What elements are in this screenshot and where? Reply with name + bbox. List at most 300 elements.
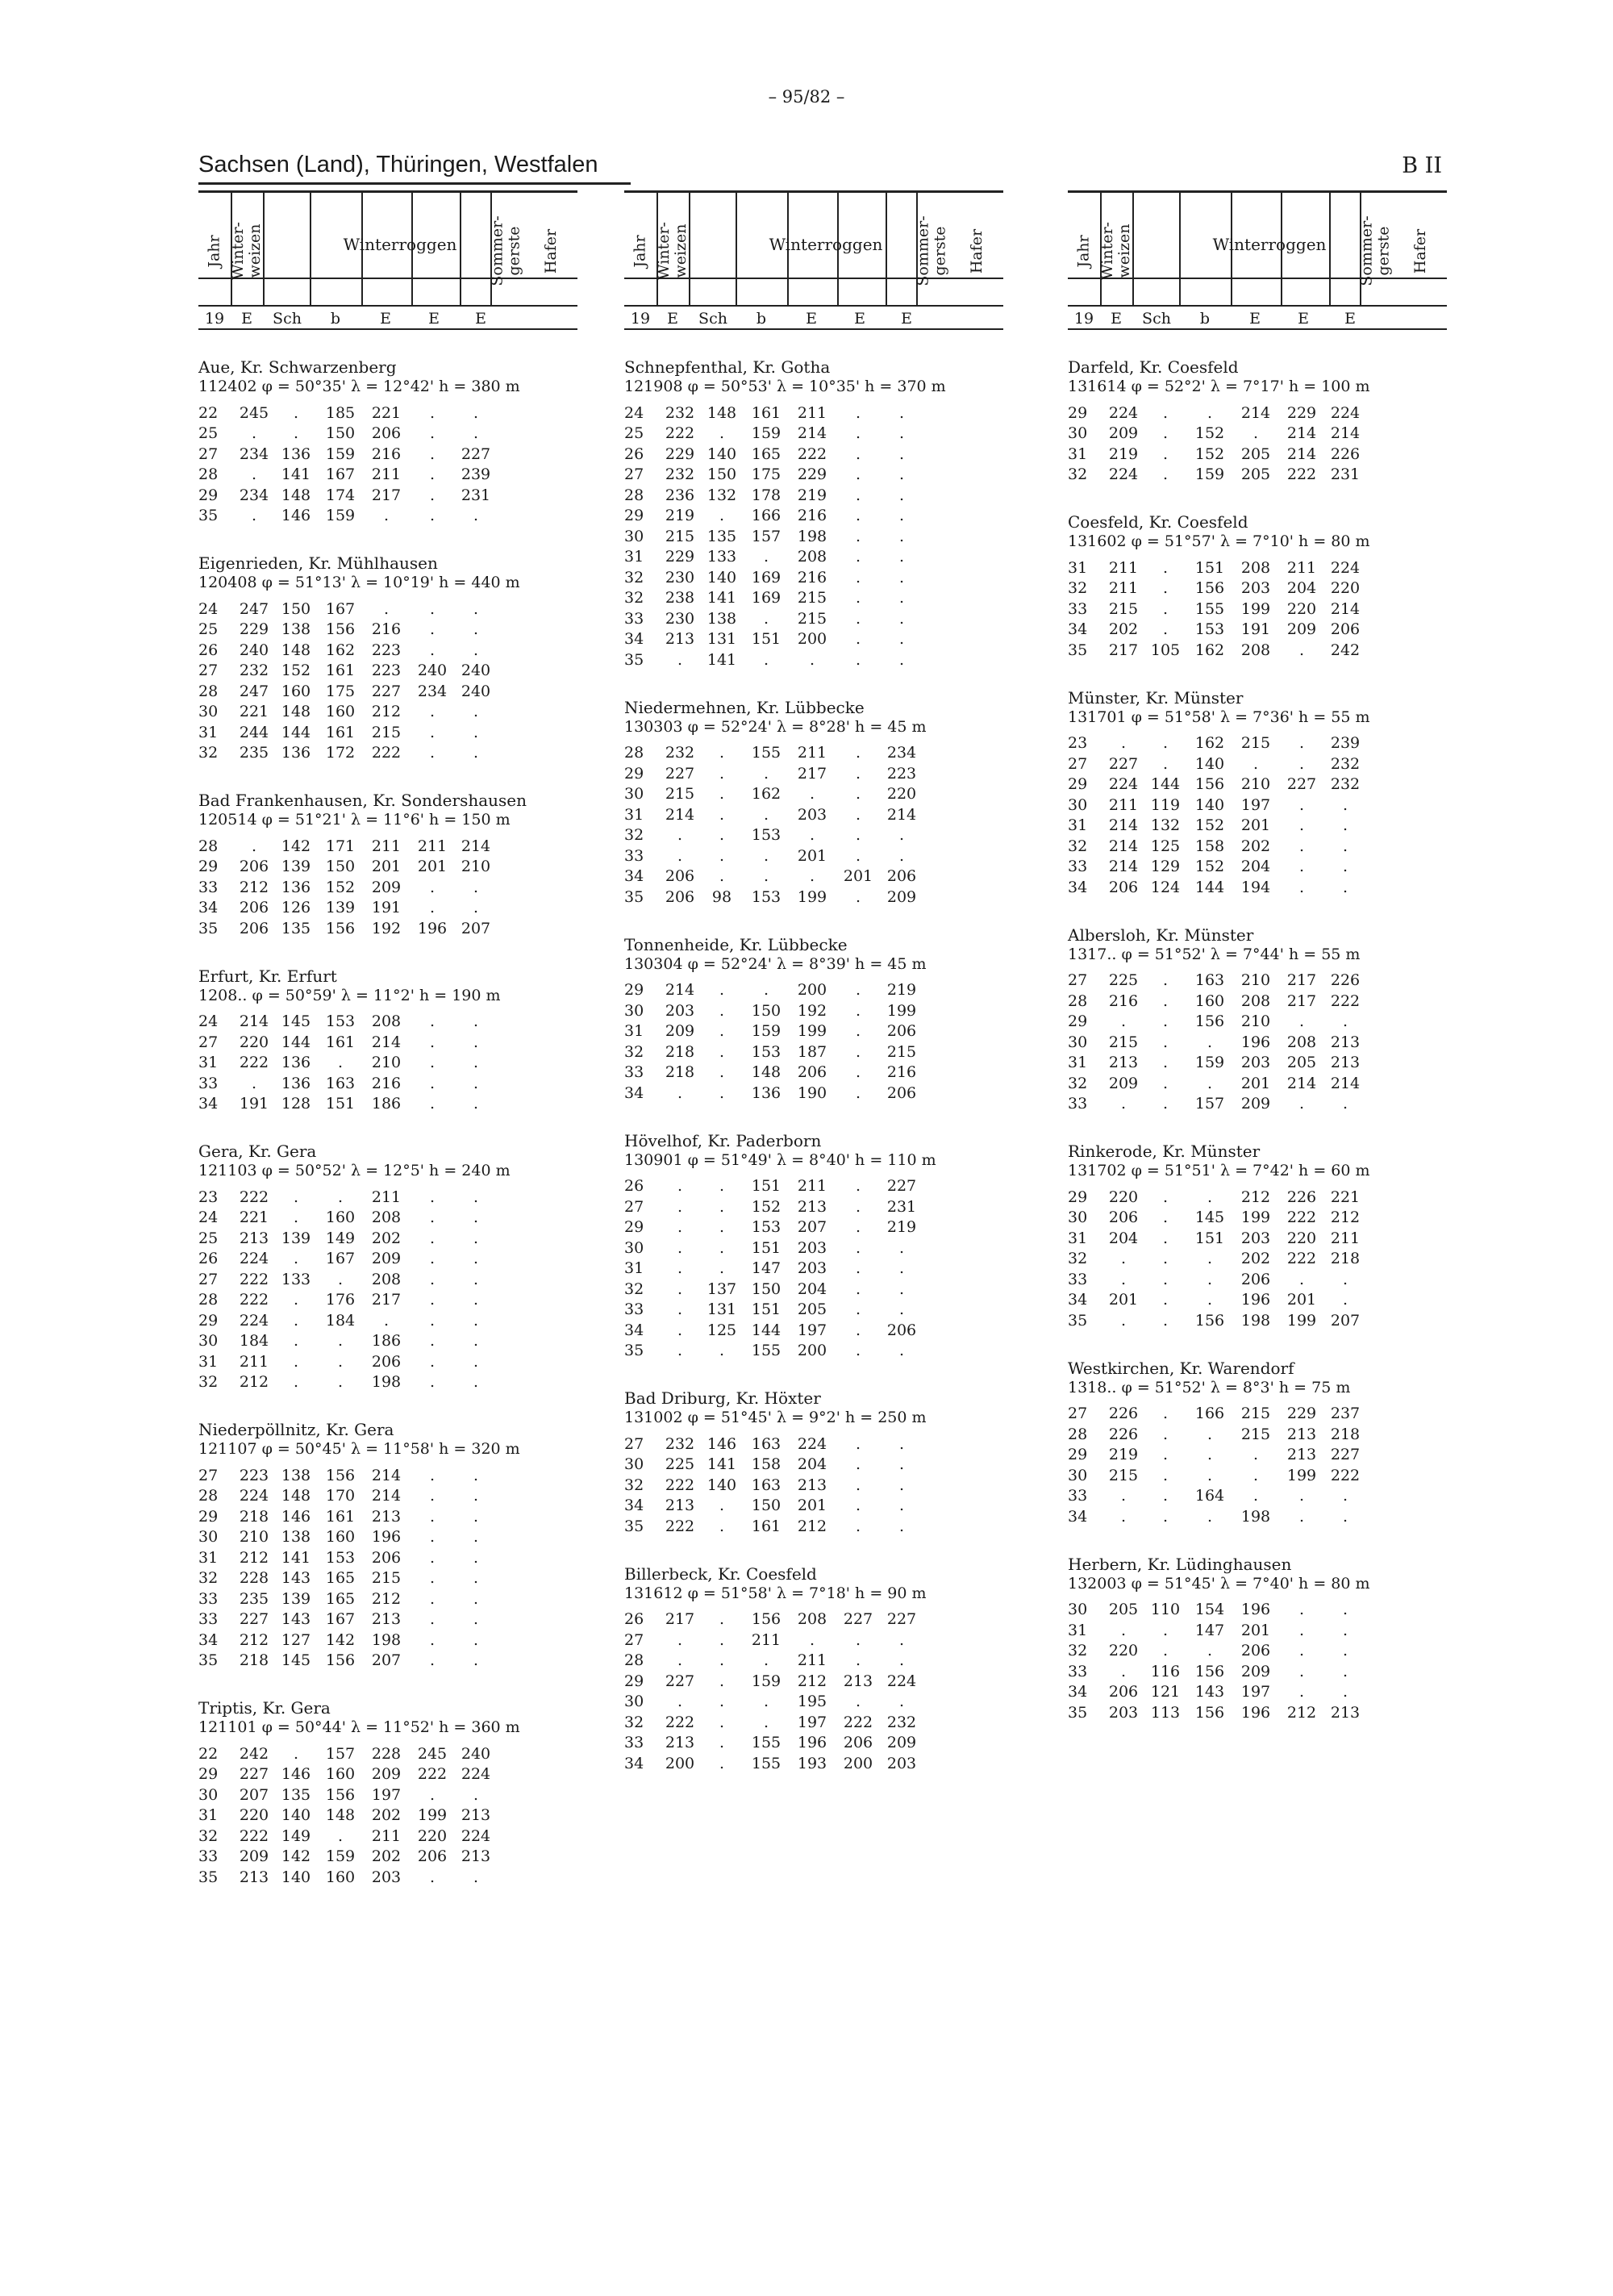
table-cell: . — [763, 846, 769, 865]
table-cell: 216 — [1108, 991, 1139, 1010]
table-cell: 24 — [624, 403, 644, 422]
table-row — [624, 1259, 923, 1279]
table-cell: . — [429, 1630, 436, 1649]
table-cell: . — [719, 1754, 725, 1772]
table-cell: . — [1342, 816, 1348, 835]
station-yield-table — [624, 980, 923, 1104]
table-cell: . — [855, 1022, 861, 1041]
table-cell: 163 — [751, 1476, 781, 1494]
table-cell: . — [429, 1528, 436, 1547]
table-cell: . — [473, 1610, 479, 1629]
table-cell: . — [251, 837, 257, 855]
table-cell: 146 — [281, 1765, 311, 1784]
table-cell: . — [855, 1651, 861, 1670]
table-cell: . — [1120, 1487, 1127, 1505]
table-row — [624, 1609, 923, 1630]
table-row — [624, 608, 923, 629]
table-cell: . — [677, 1218, 683, 1237]
table-cell: . — [677, 1279, 683, 1298]
table-row — [624, 1320, 923, 1341]
table-row — [624, 588, 923, 609]
table-cell: . — [898, 630, 905, 649]
table-cell: . — [1342, 858, 1348, 876]
table-cell: 158 — [1194, 837, 1225, 855]
table-cell: . — [677, 1259, 683, 1278]
table-cell: 26 — [198, 641, 219, 659]
table-cell: 212 — [371, 703, 402, 721]
table-cell: 206 — [371, 424, 402, 443]
table-cell: . — [1162, 1033, 1169, 1051]
table-cell: 174 — [325, 486, 356, 504]
table-row — [1068, 857, 1366, 878]
table-cell: . — [855, 846, 861, 865]
table-row — [198, 1764, 497, 1785]
table-cell: . — [1162, 620, 1169, 639]
table-cell: 205 — [1108, 1601, 1139, 1619]
table-cell: . — [1252, 1466, 1259, 1484]
table-cell: 234 — [417, 682, 448, 700]
table-row — [198, 1228, 497, 1249]
table-cell: . — [1207, 1466, 1213, 1484]
table-cell: 32 — [624, 589, 644, 607]
header-unit: E — [1298, 310, 1309, 328]
table-cell: 129 — [1150, 858, 1181, 876]
table-cell: 216 — [371, 1074, 402, 1092]
table-cell: . — [473, 507, 479, 525]
station-block — [624, 698, 1003, 908]
header-unit: E — [241, 310, 252, 328]
station-name: Coesfeld, Kr. Coesfeld — [1068, 512, 1248, 532]
table-cell: . — [1207, 1033, 1213, 1051]
table-row — [1068, 599, 1366, 620]
table-row — [198, 1609, 497, 1630]
table-cell: . — [473, 723, 479, 741]
table-cell: 28 — [198, 837, 219, 855]
table-header — [198, 190, 577, 330]
table-cell: 213 — [371, 1507, 402, 1526]
table-cell: . — [473, 878, 479, 896]
table-cell: 247 — [239, 682, 269, 700]
header-rule — [1068, 305, 1447, 307]
table-cell: 213 — [665, 630, 695, 649]
table-cell: 214 — [1108, 858, 1139, 876]
table-cell: . — [251, 424, 257, 443]
table-cell: 199 — [417, 1806, 448, 1825]
table-cell: 162 — [751, 785, 781, 804]
table-cell: 206 — [797, 1063, 827, 1082]
table-cell: . — [429, 403, 436, 422]
table-row — [624, 1475, 923, 1496]
table-cell: 132 — [706, 486, 737, 504]
table-cell: 199 — [886, 1001, 917, 1020]
table-cell: 222 — [665, 1476, 695, 1494]
table-cell: 224 — [239, 1250, 269, 1268]
table-cell: 157 — [751, 527, 781, 545]
table-cell: 215 — [797, 609, 827, 628]
table-cell: . — [855, 785, 861, 804]
table-cell: 199 — [797, 887, 827, 906]
table-cell: . — [473, 899, 479, 917]
table-cell: 30 — [198, 1332, 219, 1350]
table-cell: 165 — [325, 1589, 356, 1608]
header-winterweizen-text: Winter- weizen — [655, 222, 690, 280]
table-cell: 204 — [1286, 579, 1317, 598]
table-cell: 222 — [239, 1054, 269, 1072]
table-row — [624, 444, 923, 465]
table-cell: 135 — [281, 1785, 311, 1804]
table-cell: . — [719, 1630, 725, 1649]
table-cell: 219 — [886, 981, 917, 1000]
table-cell: 210 — [1240, 971, 1271, 990]
table-cell: 30 — [624, 1238, 644, 1257]
table-cell: 162 — [325, 641, 356, 659]
table-cell: 212 — [1240, 1188, 1271, 1206]
header-jahr — [624, 202, 656, 299]
table-cell: 222 — [1286, 1250, 1317, 1268]
table-cell: . — [855, 568, 861, 587]
header-jahr-text: Jahr — [205, 234, 223, 268]
table-cell: 214 — [797, 424, 827, 443]
table-cell: . — [1162, 754, 1169, 773]
table-cell: 205 — [797, 1300, 827, 1319]
table-cell: 207 — [461, 919, 491, 937]
table-cell: 30 — [1068, 795, 1088, 814]
table-cell: 220 — [417, 1826, 448, 1845]
station-coordinates: 130901 φ = 51°49' λ = 8°40' h = 110 m — [624, 1150, 936, 1169]
table-cell: . — [898, 826, 905, 845]
table-row — [1068, 640, 1366, 661]
table-cell: 22 — [198, 403, 219, 422]
table-cell: 209 — [1240, 1662, 1271, 1680]
table-cell: . — [473, 1188, 479, 1206]
table-row — [1068, 1404, 1366, 1425]
table-cell: . — [719, 744, 725, 762]
table-cell: 216 — [797, 507, 827, 525]
table-cell: 151 — [1194, 1229, 1225, 1247]
table-cell: 143 — [1194, 1683, 1225, 1701]
table-cell: 140 — [281, 1868, 311, 1886]
table-cell: . — [473, 1250, 479, 1268]
table-cell: . — [898, 1497, 905, 1515]
table-cell: 197 — [797, 1713, 827, 1731]
table-cell: 211 — [797, 1177, 827, 1196]
table-cell: . — [1120, 1012, 1127, 1031]
table-cell: 214 — [1330, 1074, 1361, 1092]
table-cell: 156 — [1194, 1012, 1225, 1031]
table-row — [1068, 1094, 1366, 1115]
table-cell: 166 — [751, 507, 781, 525]
table-cell: 218 — [239, 1507, 269, 1526]
table-cell: . — [473, 1033, 479, 1051]
station-name: Triptis, Kr. Gera — [198, 1698, 331, 1718]
table-cell: 184 — [239, 1332, 269, 1350]
table-cell: 227 — [843, 1610, 873, 1629]
table-cell: . — [1298, 1507, 1305, 1526]
table-cell: 29 — [624, 764, 644, 783]
header-unit: Sch — [698, 310, 727, 328]
table-cell: 151 — [751, 630, 781, 649]
table-row — [198, 485, 497, 506]
table-cell: 239 — [461, 465, 491, 484]
table-cell: 209 — [371, 1765, 402, 1784]
table-cell: . — [1342, 1662, 1348, 1680]
table-cell: . — [1120, 1095, 1127, 1113]
station-coordinates: 131701 φ = 51°58' λ = 7°36' h = 55 m — [1068, 708, 1370, 726]
table-cell: . — [1162, 465, 1169, 484]
station-name: Gera, Kr. Gera — [198, 1142, 317, 1161]
table-cell: . — [293, 1209, 299, 1227]
table-cell: . — [898, 609, 905, 628]
table-cell: 240 — [461, 1744, 491, 1763]
table-cell: 152 — [1194, 424, 1225, 443]
table-cell: 105 — [1150, 641, 1181, 659]
station-block — [198, 791, 577, 939]
table-cell: . — [1207, 1507, 1213, 1526]
table-cell: 214 — [1240, 403, 1271, 422]
table-cell: 27 — [198, 662, 219, 680]
station-name: Aue, Kr. Schwarzenberg — [198, 357, 397, 377]
table-cell: 32 — [1068, 1074, 1088, 1092]
table-cell: 228 — [371, 1744, 402, 1763]
table-cell: 231 — [1330, 465, 1361, 484]
table-cell: . — [429, 1785, 436, 1804]
station-coordinates: 121101 φ = 50°44' λ = 11°52' h = 360 m — [198, 1718, 520, 1736]
table-cell: 212 — [239, 1548, 269, 1567]
table-cell: 31 — [198, 1806, 219, 1825]
table-row — [198, 506, 497, 527]
table-cell: 216 — [371, 620, 402, 639]
table-cell: 27 — [1068, 754, 1088, 773]
table-cell: 157 — [1194, 1095, 1225, 1113]
table-cell: 147 — [751, 1259, 781, 1278]
table-cell: 209 — [371, 1250, 402, 1268]
table-cell: . — [429, 1188, 436, 1206]
table-cell: 156 — [1194, 1662, 1225, 1680]
table-cell: 33 — [198, 1074, 219, 1092]
table-cell: . — [763, 1651, 769, 1670]
table-cell: . — [473, 1270, 479, 1288]
table-cell: 31 — [624, 805, 644, 824]
table-cell: 35 — [198, 1651, 219, 1670]
table-cell: 224 — [1108, 775, 1139, 794]
station-name: Eigenrieden, Kr. Mühlhausen — [198, 553, 438, 573]
table-cell: 228 — [239, 1569, 269, 1588]
table-cell: . — [677, 1177, 683, 1196]
table-cell: 203 — [797, 1259, 827, 1278]
table-cell: 199 — [1240, 1209, 1271, 1227]
table-cell: 160 — [325, 1528, 356, 1547]
table-cell: . — [293, 1188, 299, 1206]
header-unit: b — [330, 310, 341, 328]
table-cell: . — [1162, 1446, 1169, 1464]
table-cell: 211 — [371, 1826, 402, 1845]
table-cell: 201 — [371, 858, 402, 876]
table-cell: . — [473, 1311, 479, 1330]
table-cell: 154 — [1194, 1601, 1225, 1619]
table-cell: 34 — [624, 867, 644, 886]
table-cell: 26 — [198, 1250, 219, 1268]
table-cell: 206 — [886, 1083, 917, 1102]
column-3 — [1068, 190, 1447, 1723]
table-cell: 207 — [239, 1785, 269, 1804]
table-row — [1068, 1445, 1366, 1466]
table-cell: 23 — [198, 1188, 219, 1206]
table-cell: . — [473, 1054, 479, 1072]
table-cell: 199 — [1286, 1466, 1317, 1484]
table-cell: 33 — [1068, 1095, 1088, 1113]
header-unit: E — [380, 310, 391, 328]
table-row — [198, 1651, 497, 1672]
header-hafer-text: Hafer — [968, 228, 986, 273]
table-cell: . — [677, 1197, 683, 1216]
table-cell: 147 — [1194, 1621, 1225, 1639]
table-cell: . — [855, 1279, 861, 1298]
table-cell: 139 — [325, 899, 356, 917]
table-cell: 221 — [239, 1209, 269, 1227]
table-cell: 213 — [1330, 1033, 1361, 1051]
table-cell: 28 — [198, 1487, 219, 1505]
station-name: Darfeld, Kr. Coesfeld — [1068, 357, 1239, 377]
table-cell: 221 — [239, 703, 269, 721]
table-cell: . — [1342, 837, 1348, 855]
table-cell: . — [719, 1517, 725, 1535]
table-cell: 222 — [1286, 465, 1317, 484]
table-cell: 30 — [198, 1528, 219, 1547]
header-jahr-text: Jahr — [1074, 234, 1093, 268]
table-cell: . — [1162, 579, 1169, 598]
table-row — [1068, 1641, 1366, 1662]
table-cell: . — [473, 403, 479, 422]
table-cell: 212 — [239, 1630, 269, 1649]
table-cell: 141 — [281, 465, 311, 484]
table-cell: 206 — [1108, 878, 1139, 896]
table-cell: . — [1298, 1487, 1305, 1505]
table-cell: 209 — [1240, 1095, 1271, 1113]
table-cell: 217 — [371, 1291, 402, 1309]
table-cell: . — [1162, 1250, 1169, 1268]
table-row — [198, 1331, 497, 1352]
table-cell: 208 — [1240, 641, 1271, 659]
table-cell: 146 — [706, 1434, 737, 1453]
table-cell: 232 — [665, 1434, 695, 1453]
table-cell: . — [1298, 1642, 1305, 1660]
table-cell: 152 — [325, 878, 356, 896]
table-cell: . — [898, 1630, 905, 1649]
table-cell: 27 — [624, 465, 644, 484]
header-unit: b — [1199, 310, 1211, 328]
table-cell: 156 — [1194, 579, 1225, 598]
table-cell: 235 — [239, 1589, 269, 1608]
header-bottom-rule — [1068, 328, 1447, 330]
table-row — [624, 1021, 923, 1042]
table-cell: 202 — [1108, 620, 1139, 639]
table-cell: 159 — [751, 424, 781, 443]
table-cell: 197 — [797, 1321, 827, 1339]
table-header — [1068, 190, 1447, 330]
table-cell: 211 — [797, 403, 827, 422]
table-cell: 217 — [1286, 971, 1317, 990]
table-cell: . — [677, 1083, 683, 1102]
table-row — [624, 784, 923, 805]
table-cell: . — [855, 1197, 861, 1216]
table-cell: . — [855, 1342, 861, 1360]
station-block — [624, 357, 1003, 670]
table-cell: 153 — [325, 1012, 356, 1031]
table-row — [1068, 754, 1366, 774]
station-yield-table — [198, 403, 497, 526]
table-cell: 208 — [371, 1209, 402, 1227]
table-cell: 203 — [1108, 1703, 1139, 1722]
table-cell: 196 — [371, 1528, 402, 1547]
table-row — [624, 1455, 923, 1476]
table-cell: . — [1298, 641, 1305, 659]
table-cell: 35 — [624, 650, 644, 669]
header-hafer-text: Hafer — [542, 228, 561, 273]
table-cell: 27 — [624, 1630, 644, 1649]
station-coordinates: 131614 φ = 52°2' λ = 7°17' h = 100 m — [1068, 378, 1370, 395]
table-cell: 33 — [1068, 1662, 1088, 1680]
table-cell: 31 — [198, 1054, 219, 1072]
table-row — [1068, 1012, 1366, 1033]
station-yield-table — [1068, 1404, 1366, 1527]
table-cell: 238 — [665, 589, 695, 607]
table-cell: 145 — [281, 1651, 311, 1670]
table-cell: 224 — [886, 1672, 917, 1690]
table-row — [1068, 1269, 1366, 1290]
table-cell: . — [1120, 1621, 1127, 1639]
station-coordinates: 112402 φ = 50°35' λ = 12°42' h = 380 m — [198, 378, 520, 395]
table-row — [624, 1042, 923, 1062]
table-cell: . — [1162, 1291, 1169, 1309]
table-cell: 35 — [624, 887, 644, 906]
table-cell: . — [898, 1434, 905, 1453]
table-cell: 232 — [1330, 754, 1361, 773]
table-row — [1068, 1600, 1366, 1621]
table-cell: 131 — [706, 1300, 737, 1319]
table-cell: . — [677, 1238, 683, 1257]
table-cell: 31 — [624, 1022, 644, 1041]
table-cell: 187 — [797, 1042, 827, 1061]
table-cell: 148 — [751, 1063, 781, 1082]
table-cell: 161 — [325, 1033, 356, 1051]
table-cell: 220 — [1108, 1642, 1139, 1660]
table-cell: . — [677, 1630, 683, 1649]
table-cell: 203 — [1240, 1229, 1271, 1247]
table-cell: 230 — [665, 568, 695, 587]
table-cell: . — [677, 1693, 683, 1711]
table-cell: 145 — [281, 1012, 311, 1031]
station-coordinates: 132003 φ = 51°45' λ = 7°40' h = 80 m — [1068, 1574, 1370, 1593]
table-row — [1068, 877, 1366, 898]
table-row — [624, 1434, 923, 1455]
table-cell: 155 — [751, 1754, 781, 1772]
table-cell: 242 — [1330, 641, 1361, 659]
table-cell: 125 — [706, 1321, 737, 1339]
table-cell: 209 — [239, 1847, 269, 1866]
table-cell: 27 — [624, 1434, 644, 1453]
table-cell: . — [898, 1517, 905, 1535]
header-sommergerste — [916, 202, 948, 299]
table-cell: 144 — [281, 723, 311, 741]
table-cell: . — [473, 744, 479, 762]
table-row — [624, 1217, 923, 1238]
station-coordinates: 131702 φ = 51°51' λ = 7°42' h = 60 m — [1068, 1162, 1370, 1179]
table-cell: . — [1162, 1621, 1169, 1639]
table-cell: 29 — [1068, 403, 1088, 422]
table-cell: 161 — [325, 1507, 356, 1526]
table-cell: . — [855, 764, 861, 783]
station-name: Albersloh, Kr. Münster — [1068, 925, 1254, 945]
